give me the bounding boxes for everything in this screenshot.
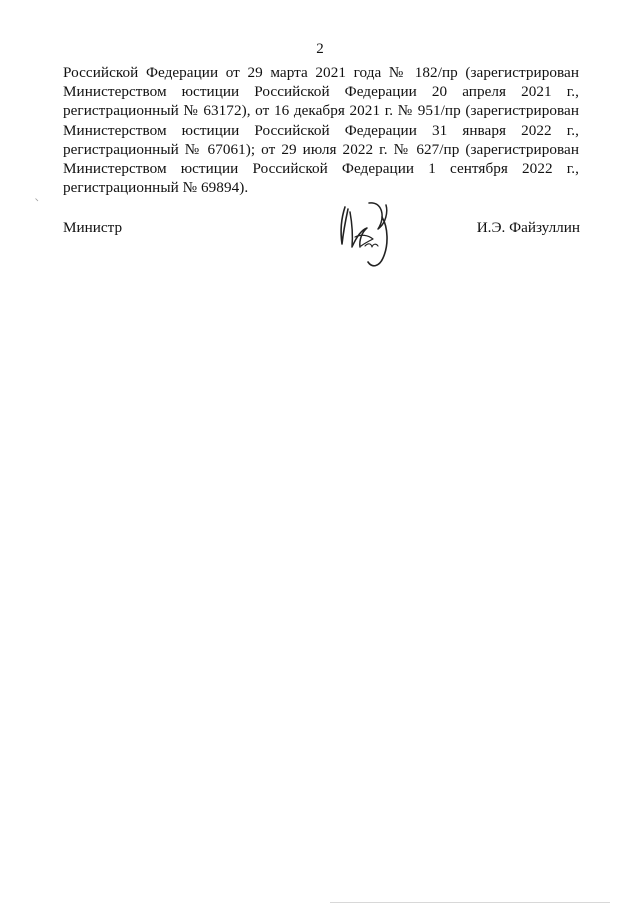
document-body-paragraph: Российской Федерации от 29 марта 2021 года № 182/пр (зарегистрирован Министерством юстиции Российской Федерации 20 апреля 2021 г., регистрационный № 63172), от 16 декабря 2021 г. № 951/пр (зарегистрирован Министерством юстиции Российской Федерации 31 января 2022 г., регистрационный № 67061); от 29 июля 2022 г. № 627/пр (зарегистрирован Министерством юстиции Российской Федерации 1 сентября 2022 г., регистрационный № 69894). bbox=[63, 64, 579, 197]
signature-block bbox=[63, 218, 580, 238]
signatory-position: Министр bbox=[63, 219, 123, 236]
handwritten-signature-icon bbox=[330, 195, 392, 273]
page-number: 2 bbox=[316, 41, 324, 57]
bottom-edge-line bbox=[330, 902, 610, 903]
signatory-name: И.Э. Файзуллин bbox=[476, 219, 580, 236]
scan-speck bbox=[35, 198, 39, 202]
